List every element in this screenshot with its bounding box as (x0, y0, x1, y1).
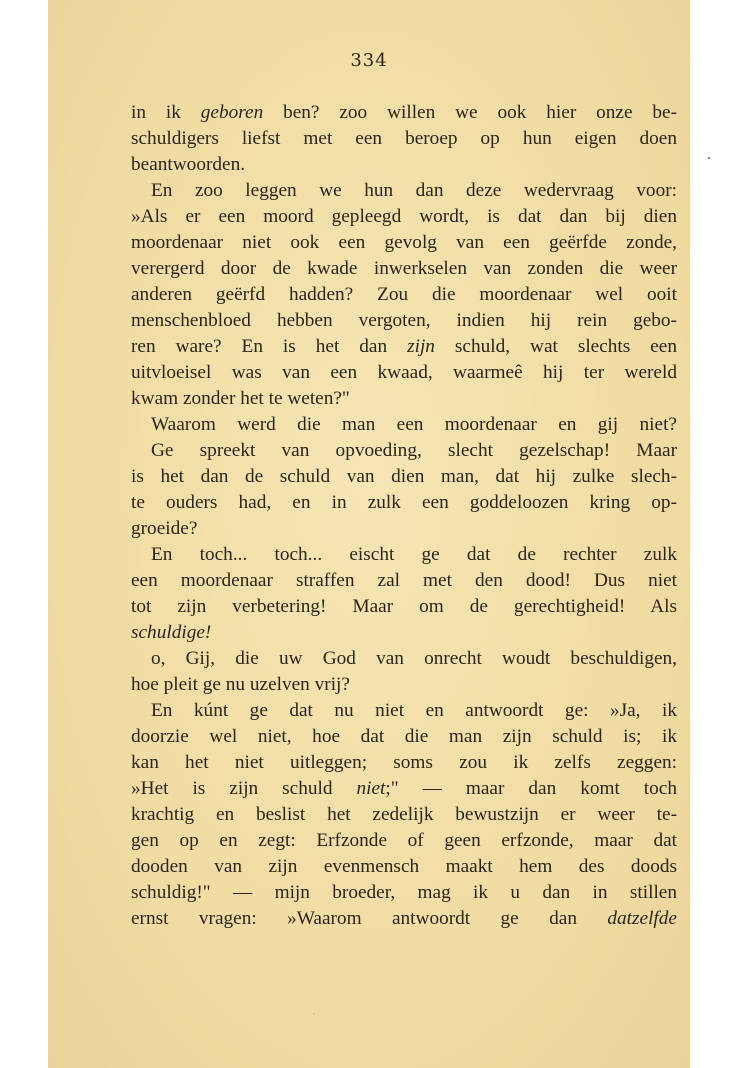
text-line: En toch... toch... eischt ge dat de rechter zulk (151, 544, 677, 565)
text-line: doorzie wel niet, hoe dat die man zijn schuld is; ik (131, 726, 677, 747)
paper-speck (708, 157, 710, 159)
text-line: beantwoorden. (131, 154, 246, 175)
text-line: groeide? (131, 518, 198, 539)
text-line: schuldig!" — mijn broeder, mag ik u dan in stillen (131, 882, 677, 903)
text-line: »Als er een moord gepleegd wordt, is dat dan bij dien (131, 206, 677, 227)
text-line: krachtig en beslist het zedelijk bewustzijn er weer te- (131, 804, 677, 825)
text-line: o, Gij, die uw God van onrecht woudt beschuldigen, (151, 648, 677, 669)
text-line: gen op en zegt: Erfzonde of geen erfzonde, maar dat (131, 830, 677, 851)
text-line: uitvloeisel was van een kwaad, waarmeê hij ter wereld (131, 362, 677, 383)
text-line: in ik geboren ben? zoo willen we ook hier onze be- (131, 102, 678, 123)
text-line: kwam zonder het te weten?" (131, 388, 350, 409)
book-page (48, 0, 690, 1068)
text-line: een moordenaar straffen zal met den dood! Dus niet (131, 570, 677, 591)
text-line: En kúnt ge dat nu niet en antwoordt ge: »Ja, ik (151, 700, 677, 721)
text-line: schuldigers liefst met een beroep op hun eigen doen (131, 128, 677, 149)
text-line: ren ware? En is het dan zijn schuld, wat slechts een (131, 336, 678, 357)
text-line: moordenaar niet ook een gevolg van een geërfde zonde, (131, 232, 677, 253)
text-line: is het dan de schuld van dien man, dat hij zulke slech- (131, 466, 677, 487)
body-text (131, 100, 677, 932)
text-line: »Het is zijn schuld niet;" — maar dan komt toch (131, 778, 678, 799)
text-line: verergerd door de kwade inwerkselen van zonden die weer (131, 258, 677, 279)
text-line: tot zijn verbetering! Maar om de gerechtigheid! Als (131, 596, 677, 617)
page-number: 334 (350, 50, 388, 71)
text-line: hoe pleit ge nu uzelven vrij? (131, 674, 350, 695)
text-line: menschenbloed hebben vergoten, indien hij rein gebo- (131, 310, 677, 331)
text-line: kan het niet uitleggen; soms zou ik zelfs zeggen: (131, 752, 677, 773)
text-line: dooden van zijn evenmensch maakt hem des doods (131, 856, 677, 877)
text-line: te ouders had, en in zulk een goddeloozen kring op- (131, 492, 677, 513)
paper-speck (313, 1013, 315, 1015)
text-line: Ge spreekt van opvoeding, slecht gezelschap! Maar (151, 440, 677, 461)
text-line: Waarom werd die man een moordenaar en gij niet? (151, 414, 677, 435)
text-line: anderen geërfd hadden? Zou die moordenaar wel ooit (131, 284, 677, 305)
text-line: ernst vragen: »Waarom antwoordt ge dan datzelfde (131, 908, 677, 929)
text-line: En zoo leggen we hun dan deze wedervraag voor: (151, 180, 677, 201)
text-line: schuldige! (131, 622, 212, 643)
